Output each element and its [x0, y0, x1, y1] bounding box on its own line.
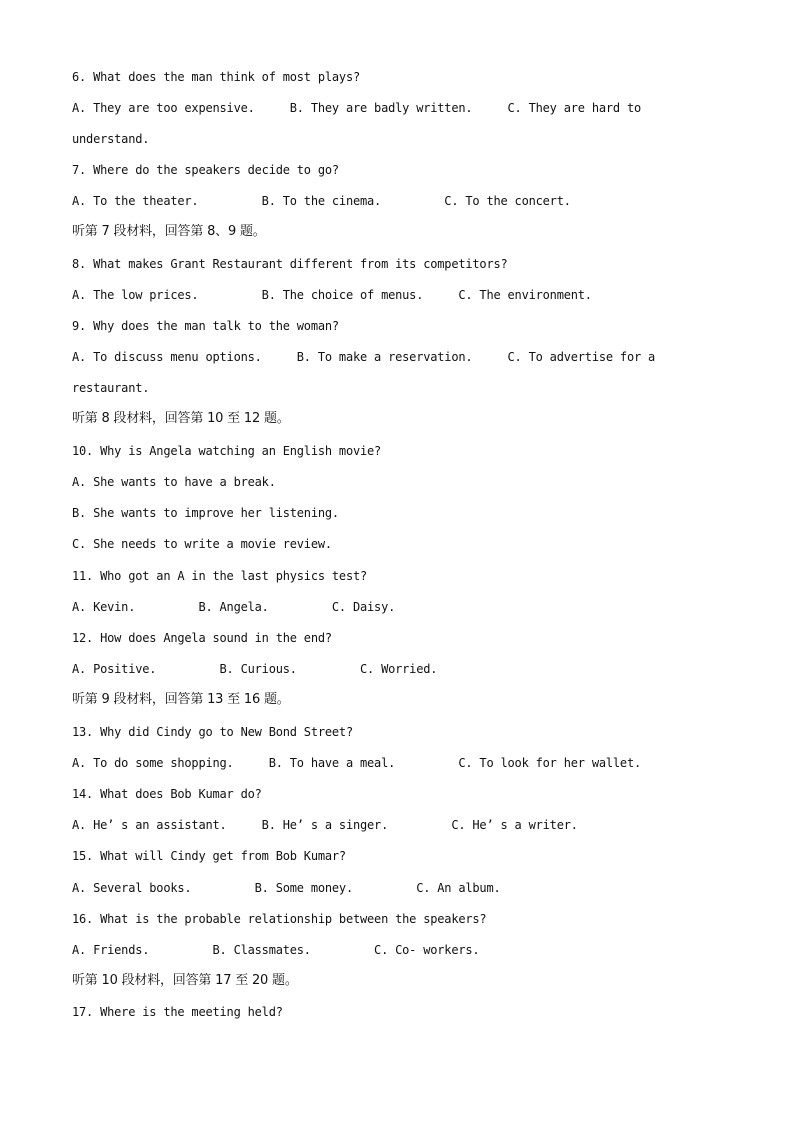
section-7-instruction: 听第 7 段材料，回答第 8、9 题。 [72, 224, 266, 239]
question-11-options: A. Kevin. B. Angela. C. Daisy. [72, 600, 396, 614]
question-8: 8. What makes Grant Restaurant different from its competitors? [72, 257, 508, 271]
question-16: 16. What is the probable relationship between the speakers? [72, 912, 487, 926]
question-6-options: A. They are too expensive. B. They are badly written. C. They are hard to [72, 101, 641, 115]
question-9: 9. Why does the man talk to the woman? [72, 319, 339, 333]
question-10-option-b: B. She wants to improve her listening. [72, 506, 339, 520]
question-6: 6. What does the man think of most plays? [72, 70, 361, 84]
question-10-option-a: A. She wants to have a break. [72, 475, 276, 489]
question-7: 7. Where do the speakers decide to go? [72, 163, 339, 177]
question-13-options: A. To do some shopping. B. To have a meal. C. To look for her wallet. [72, 756, 641, 770]
section-9-instruction: 听第 9 段材料，回答第 13 至 16 题。 [72, 692, 290, 707]
question-9-options: A. To discuss menu options. B. To make a reservation. C. To advertise for a [72, 350, 656, 364]
question-10: 10. Why is Angela watching an English movie? [72, 444, 382, 458]
question-7-options: A. To the theater. B. To the cinema. C. To the concert. [72, 194, 571, 208]
question-9-options-cont: restaurant. [72, 381, 150, 395]
question-15-options: A. Several books. B. Some money. C. An album. [72, 881, 501, 895]
question-10-option-c: C. She needs to write a movie review. [72, 537, 332, 551]
question-12: 12. How does Angela sound in the end? [72, 631, 332, 645]
question-14-options: A. He’ s an assistant. B. He’ s a singer. C. He’ s a writer. [72, 818, 578, 832]
question-12-options: A. Positive. B. Curious. C. Worried. [72, 662, 438, 676]
question-6-options-cont: understand. [72, 132, 150, 146]
question-8-options: A. The low prices. B. The choice of menus. C. The environment. [72, 288, 592, 302]
question-14: 14. What does Bob Kumar do? [72, 787, 262, 801]
question-17: 17. Where is the meeting held? [72, 1005, 283, 1019]
section-10-instruction: 听第 10 段材料，回答第 17 至 20 题。 [72, 973, 298, 988]
question-13: 13. Why did Cindy go to New Bond Street? [72, 725, 353, 739]
question-15: 15. What will Cindy get from Bob Kumar? [72, 849, 346, 863]
question-16-options: A. Friends. B. Classmates. C. Co- workers. [72, 943, 480, 957]
question-11: 11. Who got an A in the last physics test? [72, 569, 368, 583]
section-8-instruction: 听第 8 段材料，回答第 10 至 12 题。 [72, 411, 290, 426]
